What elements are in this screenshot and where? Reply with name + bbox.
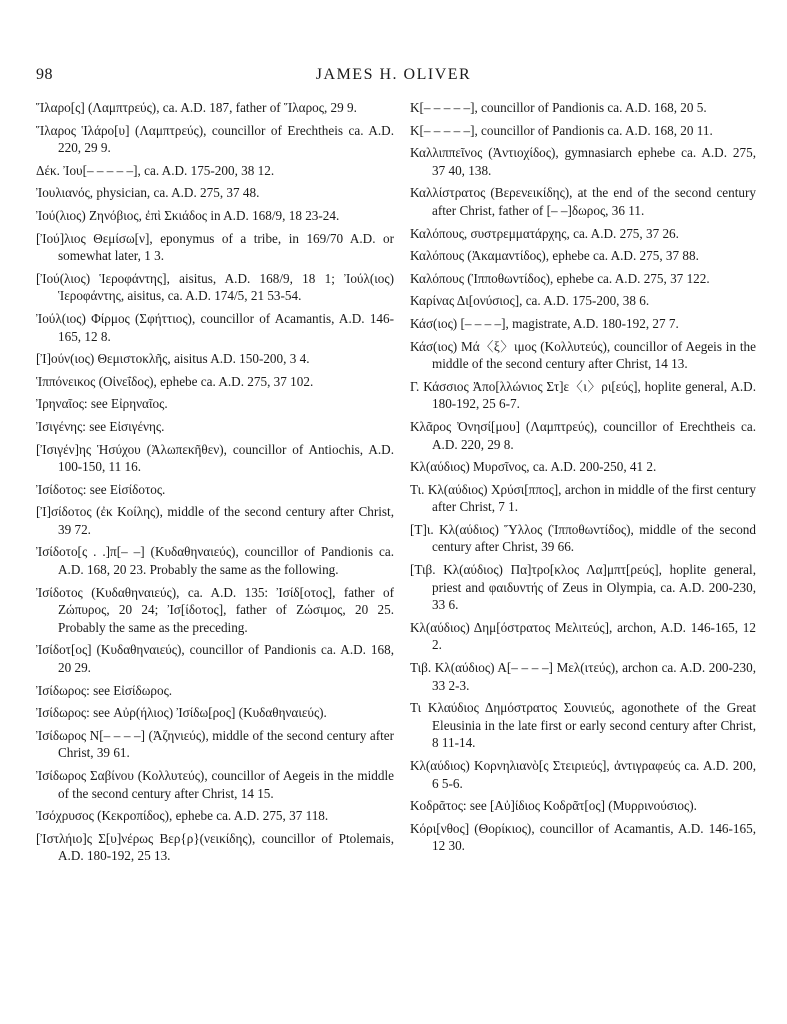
index-entry: Ἱππόνεικος (Οἰνεΐδος), ephebe ca. A.D. 275, 37 102. xyxy=(36,373,314,389)
index-entry: Ἰσίδωρος Ν[– – – –] (Ἀζηνιεύς), middle of the second century after Christ, 39 61. xyxy=(36,727,394,761)
index-entry: [Τ]ι. Κλ(αύδιος) Ὕλλος (Ἱπποθωντίδος), middle of the second century after Christ, 39 66. xyxy=(410,521,756,555)
index-entry: Ἰσίδωρος: see Αὐρ(ήλιος) Ἰσίδω[ρος] (Κυδαθηναιεύς). xyxy=(36,705,327,721)
index-entry: Ἰσίδωρος: see Εἰσίδωρος. xyxy=(36,682,173,698)
index-entry: Κλ(αύδιος) Μυρσῖνος, ca. A.D. 200-250, 41 2. xyxy=(410,459,657,475)
index-entry: Κλ(αύδιος) Δημ[όστρατος Μελιτεύς], archon, A.D. 146-165, 12 2. xyxy=(410,619,756,653)
index-entry: Ἰσίδοτ[ος] (Κυδαθηναιεύς), councillor of Pandionis ca. A.D. 168, 20 29. xyxy=(36,642,394,676)
index-entry: Κοδρᾶτος: see [Αὐ]ίδιος Κοδρᾶτ[ος] (Μυρρινούσιος). xyxy=(410,798,697,814)
index-entry: Ἰούλ(ιος) Φίρμος (Σφήττιος), councillor of Acamantis, A.D. 146-165, 12 8. xyxy=(36,310,394,344)
index-entry: Γ. Κάσσιος Ἀπο[λλώνιος Στ]ε〈ι〉ρι[εύς], hoplite general, A.D. 180-192, 25 6-7. xyxy=(410,378,756,412)
index-entry: [Ἰσιγέν]ης Ἡσύχου (Ἀλωπεκῆθεν), councillor of Antiochis, A.D. 100-150, 11 16. xyxy=(36,441,394,475)
index-entry: Κάσ(ιος) [– – – –], magistrate, A.D. 180-192, 27 7. xyxy=(410,315,679,331)
index-entry: Ἰσιγένης: see Εἰσιγένης. xyxy=(36,418,165,434)
index-entry: Ἰρηναῖος: see Εἰρηναῖος. xyxy=(36,396,168,412)
left-column xyxy=(36,99,394,870)
index-entry: Τιβ. Κλ(αύδιος) Α[– – – –] Μελ(ιτεύς), archon ca. A.D. 200-230, 33 2-3. xyxy=(410,660,756,693)
index-entry: Καλόπους (Ἀκαμαντίδος), ephebe ca. A.D. 275, 37 88. xyxy=(410,248,699,264)
index-entry: [Ἰστλήιο]ς Σ[υ]νέρως Βερ{ρ}(νεικίδης), councillor of Ptolemais, A.D. 180-192, 25 13. xyxy=(36,830,394,864)
index-entry: Τι. Κλ(αύδιος) Χρύσι[ππος], archon in middle of the first century after Christ, 7 1. xyxy=(410,481,756,515)
index-entry: Κλ(αύδιος) Κορνηλιανὸ[ς Στειριεύς], ἀντιγραφεύς ca. A.D. 200, 6 5-6. xyxy=(410,758,756,791)
index-entry: Τι Κλαύδιος Δημόστρατος Σουνιεύς, agonothete of the Great Eleusinia in the late first or early second century after Christ, 8 11-14. xyxy=(410,700,756,751)
index-entry: Καλόπους (Ἱπποθωντίδος), ephebe ca. A.D. 275, 37 122. xyxy=(410,270,710,286)
index-entry: Καλλίστρατος (Βερενεικίδης), at the end of the second century after Christ, father of [– –]δωρος, 36 11. xyxy=(410,185,756,218)
index-entry: Κ[– – – – –], councillor of Pandionis ca. A.D. 168, 20 11. xyxy=(410,122,713,138)
running-title: JAMES H. OLIVER xyxy=(315,66,472,83)
page-number: 98 xyxy=(36,66,53,83)
index-entry: Ἰού(λιος) Ζηνόβιος, ἐπὶ Σκιάδος in A.D. 168/9, 18 23-24. xyxy=(36,207,340,223)
index-entry: Κόρι[νθος] (Θορίκιος), councillor of Acamantis, A.D. 146-165, 12 30. xyxy=(410,820,756,854)
index-entry: Κάσ(ιος) Μά〈ξ〉ιμος (Κολλυτεύς), councillor of Aegeis in the middle of the second century after Christ, 14 13. xyxy=(410,338,756,372)
index-entry: Ἰσίδοτος (Κυδαθηναιεύς), ca. A.D. 135: Ἰσίδ[οτος], father of Ζώπυρος, 20 24; Ἰσ[ίδοτος], father of Ζώσιμος, 20 25. Probably the same as the preceding. xyxy=(36,584,394,635)
index-entry: Κ[– – – – –], councillor of Pandionis ca. A.D. 168, 20 5. xyxy=(410,100,707,115)
index-entry: [Ἰ]ούν(ιος) Θεμιστοκλῆς, aisitus A.D. 150-200, 3 4. xyxy=(36,351,310,367)
index-entry: [Ἰού]λιος Θεμίσω[ν], eponymus of a tribe, in 169/70 A.D. or somewhat later, 1 3. xyxy=(36,230,394,264)
index-entry: [Ἰού(λιος) Ἱεροφάντης], aisitus, A.D. 168/9, 18 1; Ἰούλ(ιος) Ἱεροφάντης, aisitus, ca. A.D. 174/5, 21 53-54. xyxy=(36,270,394,304)
index-entry: Καρίνας Δι[ονύσιος], ca. A.D. 175-200, 38 6. xyxy=(410,293,650,309)
index-entry: Ἰσίδωρος Σαβίνου (Κολλυτεύς), councillor of Aegeis in the middle of the second century after Christ, 14 15. xyxy=(36,768,394,801)
right-column xyxy=(410,99,756,860)
index-entry: Καλόπους, συστρεμματάρχης, ca. A.D. 275, 37 26. xyxy=(410,225,679,241)
index-entry: Δέκ. Ἰου[– – – – –], ca. A.D. 175-200, 38 12. xyxy=(36,162,275,178)
index-entry: Ἵλαρος Ἱλάρο[υ] (Λαμπτρεύς), councillor of Erechtheis ca. A.D. 220, 29 9. xyxy=(36,122,394,156)
index-entry: [Τιβ. Κλ(αύδιος) Πα]τρο[κλος Λα]μπτ[ρεύς], hoplite general, priest and φαιδυντής of Zeus in Olympia, ca. A.D. 200-230, 33 6. xyxy=(410,562,756,613)
index-entry: Ἵλαρο[ς] (Λαμπτρεύς), ca. A.D. 187, father of Ἵλαρος, 29 9. xyxy=(36,100,357,115)
index-entry: Καλλιππεῖνος (Ἀντιοχίδος), gymnasiarch ephebe ca. A.D. 275, 37 40, 138. xyxy=(410,145,756,178)
index-entry: Ἰσίδοτος: see Εἰσίδοτος. xyxy=(36,481,166,497)
index-entry: Ἰουλιανός, physician, ca. A.D. 275, 37 48. xyxy=(36,185,260,201)
index-entry: Ἰσόχρυσος (Κεκροπίδος), ephebe ca. A.D. 275, 37 118. xyxy=(36,808,329,824)
index-entry: [Ἰ]σίδοτος (ἐκ Κοίλης), middle of the second century after Christ, 39 72. xyxy=(36,504,394,537)
index-entry: Κλᾶρος Ὀνησί[μου] (Λαμπτρεύς), councillor of Erechtheis ca. A.D. 220, 29 8. xyxy=(410,418,756,452)
index-entry: Ἰσίδοτο[ς . .]π[– –] (Κυδαθηναιεύς), councillor of Pandionis ca. A.D. 168, 20 23. Probably the same as the following. xyxy=(36,544,394,578)
